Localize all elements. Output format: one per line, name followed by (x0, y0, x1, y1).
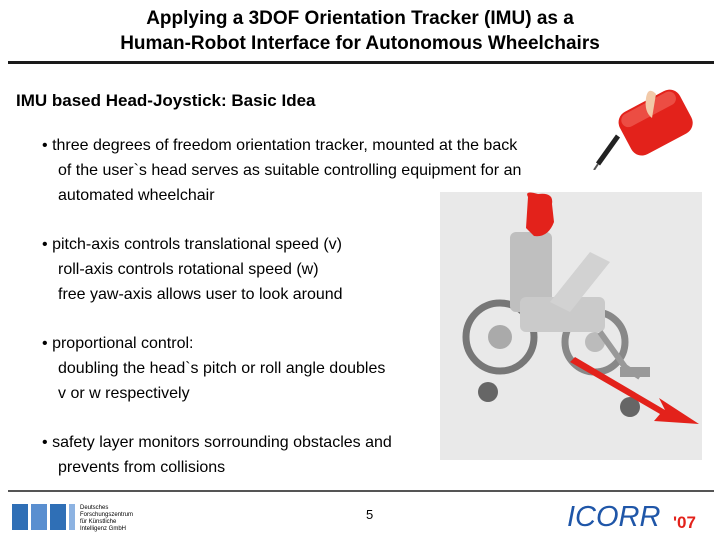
bullet-text: proportional control: (52, 335, 194, 352)
dfki-text-3: für Künstliche (80, 519, 117, 525)
bullet-marker: • (42, 137, 48, 154)
icorr-year: '07 (673, 513, 696, 532)
dfki-text-1: Deutsches (80, 505, 109, 511)
title-line-1: Applying a 3DOF Orientation Tracker (IMU) as a (146, 8, 574, 29)
bullet-marker: • (42, 335, 48, 352)
slide-subtitle: IMU based Head-Joystick: Basic Idea (16, 91, 316, 110)
bullet-text: v or w respectively (58, 385, 190, 402)
bullet-text: roll-axis controls rotational speed (w) (58, 261, 319, 278)
dfki-text-2: Forschungszentrum (80, 512, 134, 518)
wheelchair-drawing (440, 192, 702, 460)
bullet-text: doubling the head`s pitch or roll angle doubles (58, 360, 386, 377)
imu-device-image (590, 78, 710, 170)
title-line-2: Human-Robot Interface for Autonomous Wheelchairs (120, 33, 600, 54)
bullet-marker: • (42, 434, 48, 451)
icorr-text: ICORR (567, 501, 661, 533)
page-number: 5 (366, 507, 374, 522)
bullet-text: pitch-axis controls translational speed (v) (52, 236, 342, 253)
bullet-item (42, 232, 343, 307)
dfki-logo (12, 500, 152, 534)
footer-divider (8, 490, 714, 492)
bullet-marker: • (42, 236, 48, 253)
bullet-item (42, 430, 392, 480)
bullet-item (42, 331, 385, 406)
wheelchair-image (440, 192, 702, 460)
bullet-text: prevents from collisions (58, 459, 226, 476)
dfki-text-4: Intelligenz GmbH (80, 526, 127, 532)
bullet-text: three degrees of freedom orientation tracker, mounted at the back (52, 137, 518, 154)
bullet-text: automated wheelchair (58, 187, 215, 204)
bullet-text: safety layer monitors sorrounding obstacles and (52, 434, 392, 451)
bullet-text: of the user`s head serves as suitable controlling equipment for an (58, 162, 522, 179)
bullet-text: free yaw-axis allows user to look around (58, 286, 343, 303)
icorr-logo (565, 498, 710, 534)
